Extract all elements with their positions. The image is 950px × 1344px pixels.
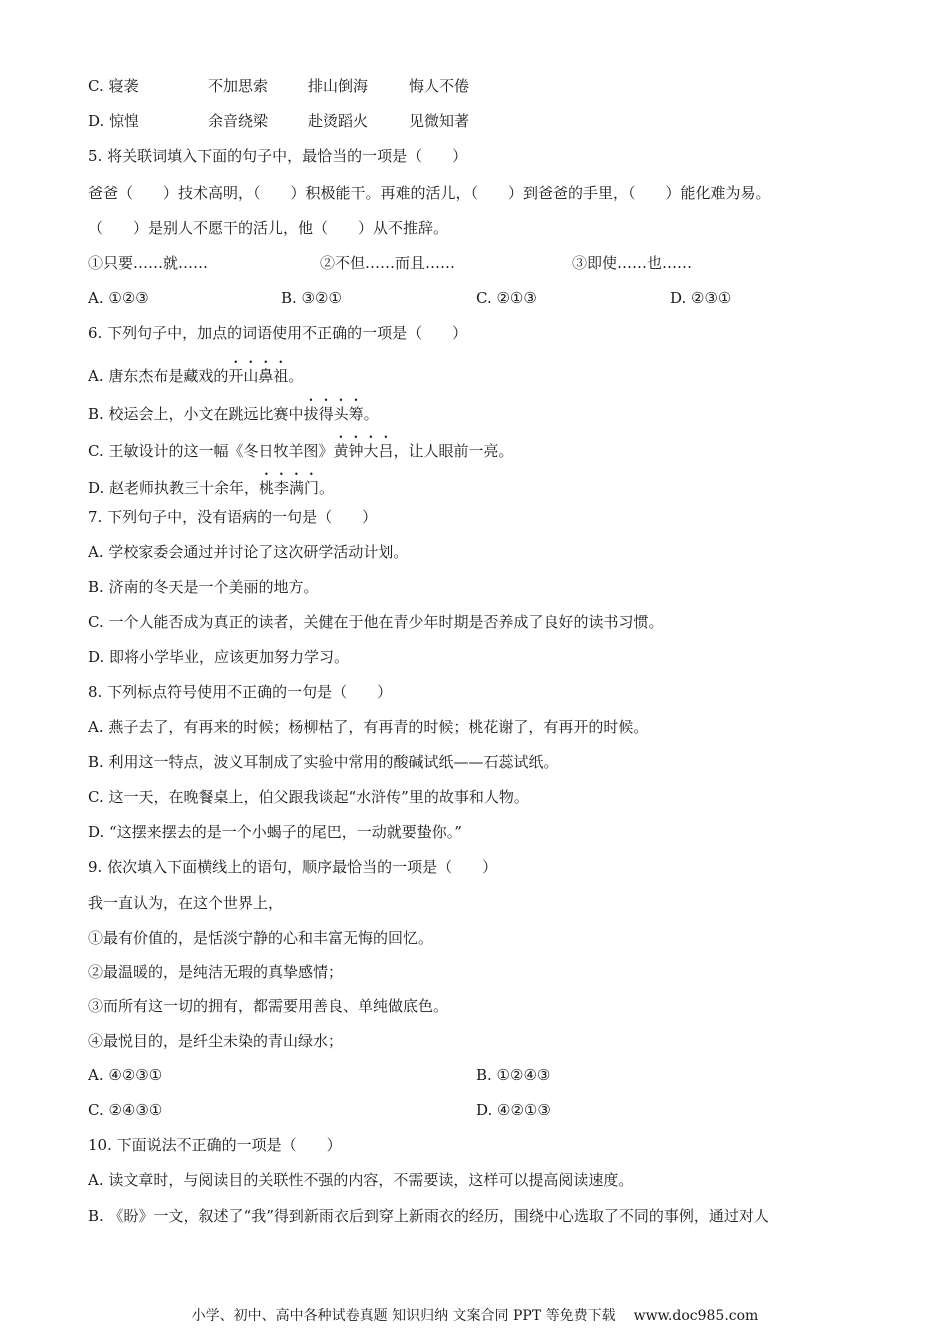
q9-sentence-3: ③而所有这一切的拥有，都需要用善良、单纯做底色。 [88, 997, 449, 1015]
q10-option-a: A. 读文章时，与阅读目的关联性不强的内容，不需要读，这样可以提高阅读速度。 [88, 1171, 634, 1189]
word: 赴烫蹈火 [308, 112, 369, 130]
q5-option-d: D. ②③① [670, 289, 732, 307]
q5-choice-2: ②不但……而且…… [320, 254, 456, 272]
q9-lead: 我一直认为，在这个世界上， [88, 894, 284, 912]
q9-option-b: B. ①②④③ [476, 1066, 551, 1084]
q5-option-b: B. ③②① [281, 289, 342, 307]
q5-option-a: A. ①②③ [88, 289, 149, 307]
text: 。 [363, 405, 379, 423]
q9-sentence-4: ④最悦目的，是纤尘未染的青山绿水； [88, 1032, 344, 1050]
q5-choice-1: ①只要……就…… [88, 254, 209, 272]
q7-option-b: B. 济南的冬天是一个美丽的地方。 [88, 578, 319, 596]
text: C. 王敏设计的这一幅《冬日牧羊图》 [88, 442, 334, 460]
text: A. 唐东杰布是藏戏的 [88, 367, 229, 385]
q8-option-a: A. 燕子去了，有再来的时候；杨柳枯了，有再青的时候；桃花谢了，有再开的时候。 [88, 718, 649, 736]
q10-option-b: B. 《盼》一文，叙述了“我”得到新雨衣后到穿上新雨衣的经历，围绕中心选取了不同的事例，通过对人 [88, 1207, 769, 1225]
q6-option-a [88, 358, 303, 386]
q8-option-d: D. “这摆来摆去的是一个小蝎子的尾巴，一动就要蛰你。” [88, 823, 462, 841]
q6-option-b [88, 396, 379, 424]
q6-option-c [88, 433, 514, 461]
q7-option-a: A. 学校家委会通过并讨论了这次研学活动计划。 [88, 543, 409, 561]
q8-option-b: B. 利用这一特点，波义耳制成了实验中常用的酸碱试纸——石蕊试纸。 [88, 753, 559, 771]
word: 悔人不倦 [409, 77, 470, 95]
question-5-stem: 5. 将关联词填入下面的句子中，最恰当的一项是（ ） [88, 147, 468, 165]
q7-option-c: C. 一个人能否成为真正的读者，关健在于他在青少年时期是否养成了良好的读书习惯。 [88, 613, 664, 631]
question-7-stem: 7. 下列句子中，没有语病的一句是（ ） [88, 508, 378, 526]
footer-text: 小学、初中、高中各种试卷真题 知识归纳 文案合同 PPT 等免费下载 [191, 1308, 616, 1324]
option-label: C. 寝袭 [88, 77, 139, 95]
question-5-sentence-2: （ ）是别人不愿干的活儿，他（ ）从不推辞。 [88, 219, 449, 237]
dotted-term: 开山鼻祖 [228, 367, 289, 385]
footer-url[interactable]: www.doc985.com [633, 1308, 759, 1324]
option-label: D. 惊惶 [88, 112, 140, 130]
page-footer [0, 1306, 950, 1326]
q7-option-d: D. 即将小学毕业，应该更加努力学习。 [88, 648, 350, 666]
text: ，让人眼前一亮。 [393, 442, 514, 460]
q5-option-c: C. ②①③ [476, 289, 537, 307]
text: 。 [319, 479, 335, 497]
q6-option-d [88, 470, 334, 498]
option-d-top [88, 111, 139, 131]
question-5-sentence-1: 爸爸（ ）技术高明，（ ）积极能干。再难的活儿，（ ）到爸爸的手里，（ ）能化难为易。 [88, 184, 771, 202]
q9-option-d: D. ④②①③ [476, 1101, 551, 1119]
word: 见微知著 [409, 112, 470, 130]
text: D. 赵老师执教三十余年， [88, 479, 260, 497]
q8-option-c: C. 这一天，在晚餐桌上，伯父跟我谈起“水浒传”里的故事和人物。 [88, 788, 529, 806]
dotted-term: 黄钟大吕 [333, 442, 394, 460]
q9-option-a: A. ④②③① [88, 1066, 163, 1084]
text: B. 校运会上，小文在跳远比赛中 [88, 405, 304, 423]
word: 余音绕梁 [208, 112, 269, 130]
question-10-stem: 10. 下面说法不正确的一项是（ ） [88, 1136, 342, 1154]
dotted-term: 桃李满门 [259, 479, 320, 497]
question-6-stem: 6. 下列句子中，加点的词语使用不正确的一项是（ ） [88, 324, 468, 342]
word: 排山倒海 [308, 77, 369, 95]
q9-sentence-1: ①最有价值的，是恬淡宁静的心和丰富无悔的回忆。 [88, 929, 434, 947]
dotted-term: 拔得头筹 [303, 405, 364, 423]
text: 。 [288, 367, 304, 385]
question-9-stem: 9. 依次填入下面横线上的语句，顺序最恰当的一项是（ ） [88, 858, 498, 876]
q9-option-c: C. ②④③① [88, 1101, 163, 1119]
option-c-top [88, 76, 138, 96]
q9-sentence-2: ②最温暖的，是纯洁无瑕的真挚感情； [88, 963, 344, 981]
question-8-stem: 8. 下列标点符号使用不正确的一句是（ ） [88, 683, 393, 701]
q5-choice-3: ③即使……也…… [572, 254, 693, 272]
word: 不加思索 [208, 77, 269, 95]
